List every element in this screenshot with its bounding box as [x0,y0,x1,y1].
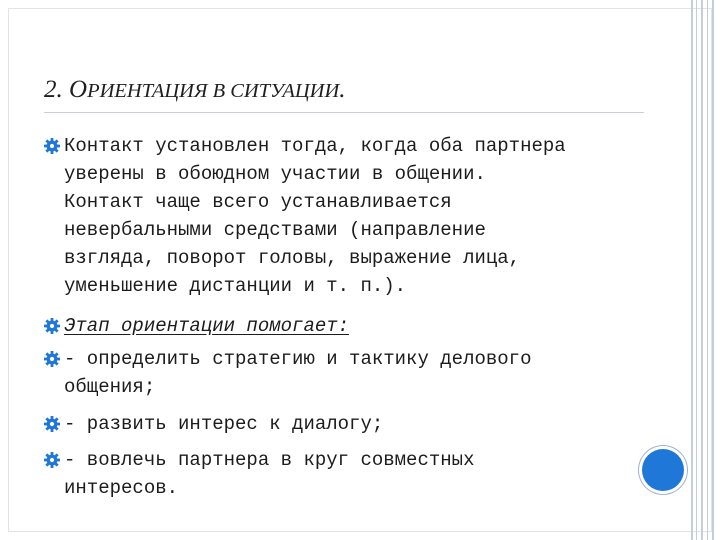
rail-line [696,0,697,540]
bullet-line: уменьшение дистанции и т. п.). [64,275,407,297]
bullet-line: Контакт чаще всего устанавливается [64,191,452,213]
rail-line [707,0,708,540]
gear-bullet-icon [44,416,60,432]
decorative-circle [642,449,684,491]
gear-bullet-icon [44,318,60,334]
bullet-line: Контакт установлен тогда, когда оба партнера [64,135,566,157]
gear-bullet-icon [44,351,60,367]
bullet-line: Этап ориентации помогает: [64,315,350,337]
title-word: РИЕНТАЦИЯ [87,80,208,102]
rail-line [701,0,703,540]
title-word: СИТУАЦИИ [230,80,340,102]
bullet-line: общения; [64,376,156,398]
gear-bullet-icon [44,452,60,468]
title-divider [44,112,644,113]
bullet-line: - определить стратегию и тактику делового [64,348,532,370]
title-tail: . [339,76,346,103]
bullet-line: - развить интерес к диалогу; [64,413,384,435]
title-number: 2. [44,76,69,103]
decorative-rail [687,0,720,540]
title-initial: О [69,76,88,103]
rail-line [712,0,714,540]
gear-bullet-icon [44,138,60,154]
slide-title [44,76,346,104]
bullet-line: взгляда, поворот головы, выражение лица, [64,247,521,269]
bullet-line: интересов. [64,477,179,499]
bullet-line: невербальными средствами (направление [64,219,486,241]
title-word: В [207,80,231,102]
bullet-line: уверены в обоюдном участии в общении. [64,163,486,185]
rail-line [691,0,693,540]
bullet-line: - вовлечь партнера в круг совместных [64,449,475,471]
